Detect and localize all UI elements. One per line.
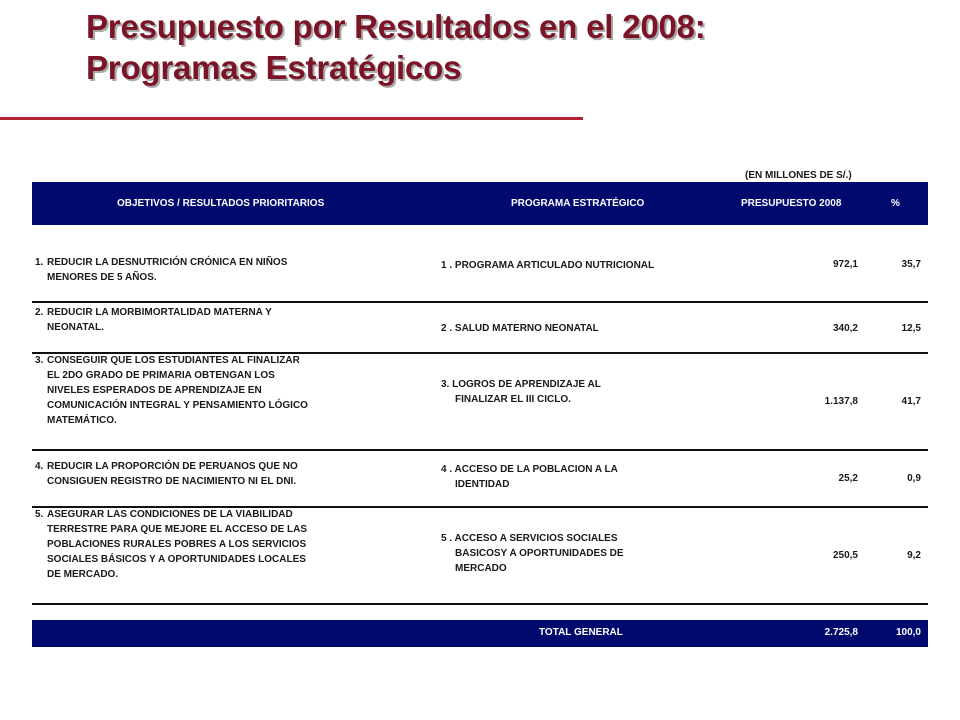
program-line: FINALIZAR EL III CICLO. (455, 394, 571, 405)
table-header (32, 182, 928, 225)
table-row (32, 255, 928, 300)
table-row (32, 305, 928, 350)
objective-line: TERRESTRE PARA QUE MEJORE EL ACCESO DE LAS (47, 524, 308, 535)
budget-cell: 25,2 (838, 473, 858, 484)
percent-cell: 12,5 (901, 323, 921, 334)
percent-cell: 41,7 (901, 396, 921, 407)
objective-line: ASEGURAR LAS CONDICIONES DE LA VIABILIDAD (47, 509, 293, 520)
row-divider (32, 603, 928, 605)
objective-line: REDUCIR LA PROPORCIÓN DE PERUANOS QUE NO (47, 461, 298, 472)
total-budget: 2.725,8 (824, 627, 858, 638)
objective-cell (35, 353, 355, 428)
objective-line: NEONATAL. (47, 322, 104, 333)
header-percent: % (891, 198, 900, 209)
budget-cell: 250,5 (832, 550, 858, 561)
header-program: PROGRAMA ESTRATÉGICO (511, 198, 645, 209)
row-divider (32, 449, 928, 451)
objective-line: NIVELES ESPERADOS DE APRENDIZAJE EN (47, 385, 262, 396)
objective-cell (35, 305, 355, 335)
objective-cell (35, 459, 355, 489)
objective-line: POBLACIONES RURALES POBRES A LOS SERVICIOS (47, 539, 307, 550)
units-note: (EN MILLONES DE S/.) (745, 170, 852, 181)
total-row (32, 620, 928, 647)
program-cell (441, 531, 701, 576)
objective-number: 2. (35, 307, 44, 318)
objective-cell (35, 507, 355, 582)
table-row (32, 353, 928, 447)
objective-line: COMUNICACIÓN INTEGRAL Y PENSAMIENTO LÓGICO (47, 400, 308, 411)
program-line: IDENTIDAD (455, 479, 510, 490)
objective-line: EL 2DO GRADO DE PRIMARIA OBTENGAN LOS (47, 370, 275, 381)
total-percent: 100,0 (895, 627, 921, 638)
objective-line: REDUCIR LA MORBIMORTALIDAD MATERNA Y (47, 307, 272, 318)
objective-line: CONSIGUEN REGISTRO DE NACIMIENTO NI EL DNI. (47, 476, 297, 487)
program-cell (441, 377, 701, 407)
budget-cell: 972,1 (832, 259, 858, 270)
objective-line: CONSEGUIR QUE LOS ESTUDIANTES AL FINALIZAR (47, 355, 300, 366)
objective-line: DE MERCADO. (47, 569, 119, 580)
objective-line: SOCIALES BÁSICOS Y A OPORTUNIDADES LOCALES (47, 554, 306, 565)
slide-title-line-1: Presupuesto por Resultados en el 2008: (86, 8, 706, 45)
total-label: TOTAL GENERAL (539, 627, 623, 638)
objective-number: 5. (35, 509, 44, 520)
percent-cell: 9,2 (907, 550, 921, 561)
objective-line: MATEMÁTICO. (47, 415, 117, 426)
budget-cell: 1.137,8 (824, 396, 858, 407)
percent-cell: 35,7 (901, 259, 921, 270)
objective-line: MENORES DE 5 AÑOS. (47, 272, 157, 283)
objective-number: 1. (35, 257, 44, 268)
objective-number: 3. (35, 355, 44, 366)
objective-cell (35, 255, 355, 285)
program-line: 5 . ACCESO A SERVICIOS SOCIALES (441, 533, 618, 544)
table-row (32, 507, 928, 601)
program-line: 2 . SALUD MATERNO NEONATAL (441, 323, 599, 334)
program-line: 3. LOGROS DE APRENDIZAJE AL (441, 379, 601, 390)
program-line: MERCADO (455, 563, 507, 574)
header-objectives: OBJETIVOS / RESULTADOS PRIORITARIOS (117, 198, 325, 209)
objective-number: 4. (35, 461, 44, 472)
program-cell (441, 258, 701, 273)
percent-cell: 0,9 (907, 473, 921, 484)
slide-title-line-2: Programas Estratégicos (86, 49, 462, 86)
slide-title (86, 6, 706, 88)
title-underline (0, 117, 583, 120)
row-divider (32, 301, 928, 303)
program-line: BASICOSY A OPORTUNIDADES DE (455, 548, 624, 559)
program-cell (441, 321, 701, 336)
header-budget: PRESUPUESTO 2008 (741, 198, 842, 209)
program-line: 4 . ACCESO DE LA POBLACION A LA (441, 464, 618, 475)
table-row (32, 459, 928, 504)
budget-cell: 340,2 (832, 323, 858, 334)
program-cell (441, 462, 701, 492)
program-line: 1 . PROGRAMA ARTICULADO NUTRICIONAL (441, 260, 655, 271)
objective-line: REDUCIR LA DESNUTRICIÓN CRÓNICA EN NIÑOS (47, 257, 288, 268)
